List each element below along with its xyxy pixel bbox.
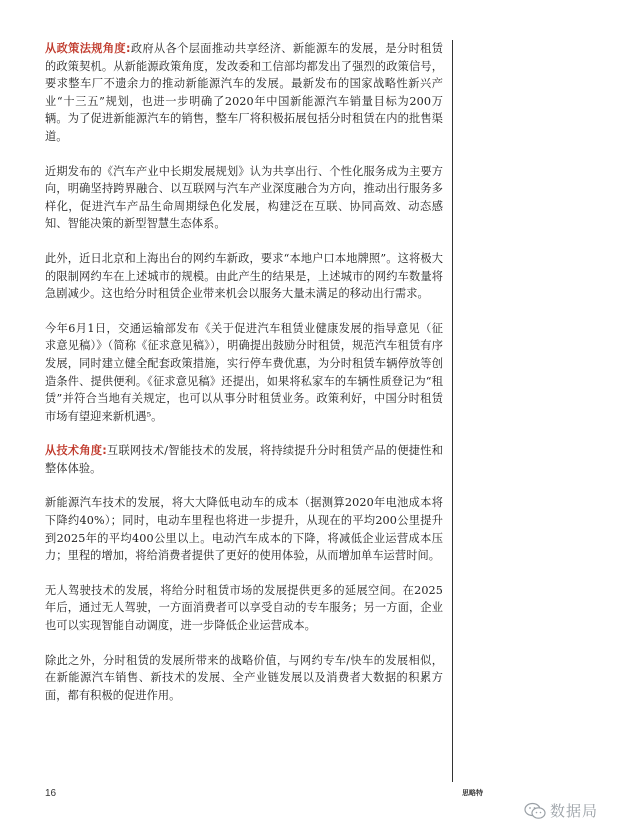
paragraph-text: 今年6月1日，交通运输部发布《关于促进汽车租赁业健康发展的指导意见（征求意见稿）》（简称《征求意见稿》），明确提出鼓励分时租赁，规范汽车租赁有序发展，同时建立健全配套政策措施，实行停车费优惠，为分时租赁车辆停放等创造条件、提供便利。《征求意见稿》还提出，如果将私家车的车辆性质登记为“租赁”并符合当地有关规定，也可以从事分时租赁业务。政策利好，中国分时租赁市场有望迎来新机遇⁵。 — [45, 321, 443, 423]
paragraph-tech — [45, 442, 443, 477]
paragraph-strategic — [45, 652, 443, 705]
lead-policy: 从政策法规角度: — [45, 42, 131, 55]
article-body — [45, 40, 443, 721]
paragraph-text: 近期发布的《汽车产业中长期发展规划》认为共享出行、个性化服务成为主要方向，明确坚持跨界融合、以互联网与汽车产业深度融合为方向，推动出行服务多样化，促进汽车产品生命周期绿色化发展，构建泛在互联、协同高效、动态感知、智能决策的新型智慧生态体系。 — [45, 164, 443, 231]
paragraph-text: 除此之外，分时租赁的发展所带来的战略价值，与网约专车/快车的发展相似，在新能源汽车销售、新技术的发展、全产业链发展以及消费者大数据的积累方面，都有积极的促进作用。 — [45, 653, 443, 702]
paragraph-text: 互联网技术/智能技术的发展，将持续提升分时租赁产品的便捷性和整体体验。 — [45, 444, 443, 475]
paragraph-plan — [45, 163, 443, 233]
paragraph-ridehail — [45, 250, 443, 303]
wechat-icon — [524, 802, 546, 820]
watermark-text: 数据局 — [550, 802, 599, 820]
paragraph-text: 此外，近日北京和上海出台的网约车新政，要求“本地户口本地牌照”。这将极大的限制网约车在上述城市的规模。由此产生的结果是，上述城市的网约车数量将急剧减少。这也给分时租赁企业带来机会以服务大量未满足的移动出行需求。 — [45, 251, 443, 301]
watermark — [524, 800, 598, 821]
paragraph-autonomous — [45, 582, 443, 635]
paragraph-policy — [45, 40, 443, 146]
paragraph-text: 无人驾驶技术的发展，将给分时租赁市场的发展提供更多的延展空间。在2025年后，通过无人驾驶，一方面消费者可以享受自动的专车服务；另一方面，企业也可以实现智能自动调度，进一步降低企业运营成本。 — [45, 583, 443, 633]
paragraph-ministry — [45, 320, 443, 426]
paragraph-ev — [45, 494, 443, 564]
paragraph-text: 政府从各个层面推动共享经济、新能源车的发展，是分时租赁的政策契机。从新能源政策角度，发改委和工信部均都发出了强烈的政策信号，要求整车厂不遗余力的推动新能源汽车的发展。最新发布的国家战略性新兴产业“十三五”规划，也进一步明确了2020年中国新能源汽车销量目标为200万辆。为了促进新能源汽车的销售，整车厂将积极拓展包括分时租赁在内的批售渠道。 — [45, 42, 443, 143]
footer-brand: 思略特 — [462, 790, 483, 797]
paragraph-text: 新能源汽车技术的发展，将大大降低电动车的成本（据测算2020年电池成本将下降约40%）；同时，电动车里程也将进一步提升，从现在的平均200公里提升到2025年的平均400公里以上。电动汽车成本的下降，将减低企业运营成本压力；里程的增加，将给消费者提供了更好的使用体验，从而增加单车运营时间。 — [45, 496, 443, 563]
column-divider — [452, 40, 453, 782]
page-number: 16 — [45, 788, 57, 799]
lead-tech: 从技术角度: — [45, 444, 107, 458]
